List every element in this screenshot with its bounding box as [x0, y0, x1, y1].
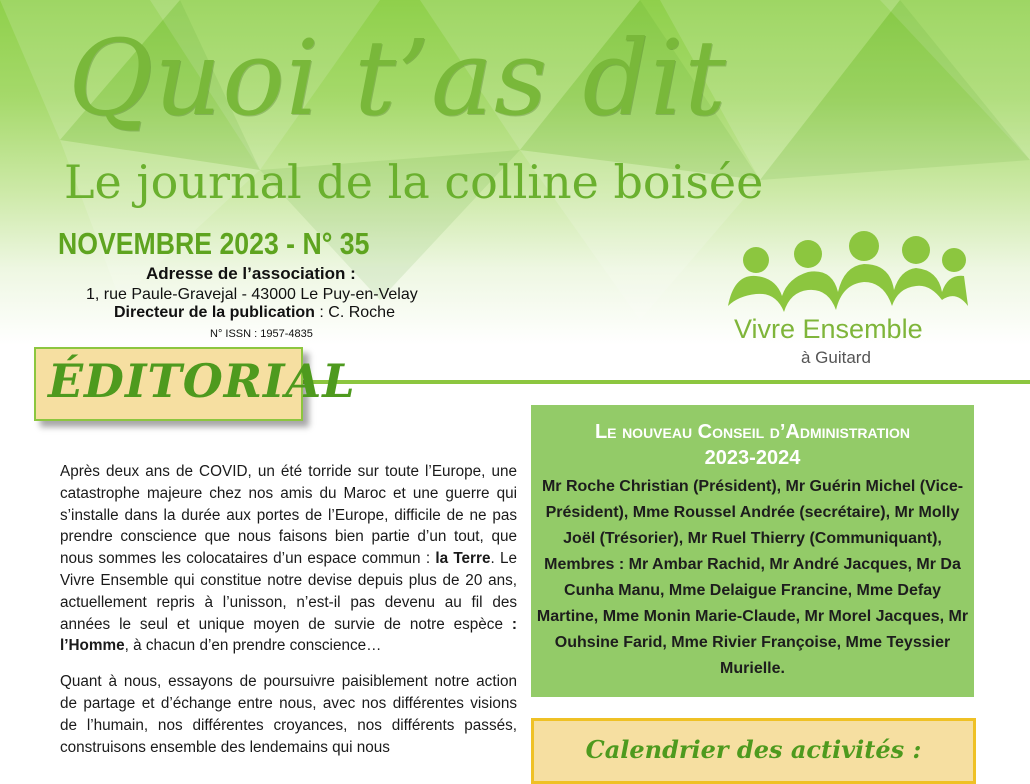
- section-divider: [300, 380, 1030, 384]
- publisher-label: Directeur de la publication: [114, 304, 315, 321]
- logo-subtitle: à Guitard: [801, 348, 871, 367]
- issue-date-number: NOVEMBRE 2023 - N° 35: [58, 226, 370, 261]
- editorial-paragraph: [60, 461, 517, 657]
- editorial-heading: ÉDITORIAL: [48, 354, 356, 408]
- conseil-years: 2023-2024: [704, 447, 801, 469]
- address-label: Adresse de l’association :: [146, 264, 356, 283]
- journal-title: Quoi t’as dit: [68, 17, 728, 139]
- calendar-title: Calendrier des activités :: [585, 735, 922, 764]
- paragraph-text: , à chacun d’en prendre conscience…: [124, 637, 382, 655]
- issn-number: N° ISSN : 1957-4835: [210, 328, 313, 340]
- publisher-line: [114, 304, 395, 322]
- editorial-paragraph: Quant à nous, essayons de poursuivre paisiblement notre action de partage et d’échange entre nous, avec nos différentes visions de l’humain, nos différentes croyances, nos différents passés, construisons ensemble des lendemains qui nous: [60, 673, 517, 756]
- logo-name: Vivre Ensemble: [734, 314, 923, 344]
- editorial-article: [60, 461, 517, 772]
- emphasis-text: : l’Homme: [60, 615, 517, 655]
- association-address: 1, rue Paule-Gravejal - 43000 Le Puy-en-Velay: [86, 286, 418, 303]
- journal-subtitle: Le journal de la colline boisée: [64, 155, 764, 209]
- paragraph-text: . Le Vivre Ensemble qui constitue notre devise depuis plus de 20 ans, actuellement repris à l’unisson, n’est-il pas devenu au fil des années le seul et unique moyen de survie de notre espèce: [60, 550, 517, 633]
- emphasis-text: la Terre: [435, 550, 491, 568]
- conseil-members: Mr Roche Christian (Président), Mr Guérin Michel (Vice-Président), Mme Roussel Andrée (secrétaire), Mr Molly Joël (Trésorier), Mr Ruel Thierry (Communiquant), Membres : Mr Ambar Rachid, Mr André Jacques, Mr Da Cunha Manu, Mme Delaigue Francine, Mme Defay Martine, Mme Monin Marie-Claude, Mr Morel Jacques, Mr Ouhsine Farid, Mme Rivier Françoise, Mme Teyssier Murielle.: [536, 478, 969, 677]
- paragraph-text: Après deux ans de COVID, un été torride sur toute l’Europe, une catastrophe majeure chez nos amis du Maroc et une guerre qui s’installe dans la durée aux portes de l’Europe, difficile de ne pas prendre conscience que nous faisons bien partie d’un tout, que nous sommes les colocataires d’un espace commun :: [60, 463, 517, 568]
- publisher-name: : C. Roche: [314, 304, 395, 321]
- conseil-title: Le nouveau Conseil d’Administration: [594, 421, 911, 443]
